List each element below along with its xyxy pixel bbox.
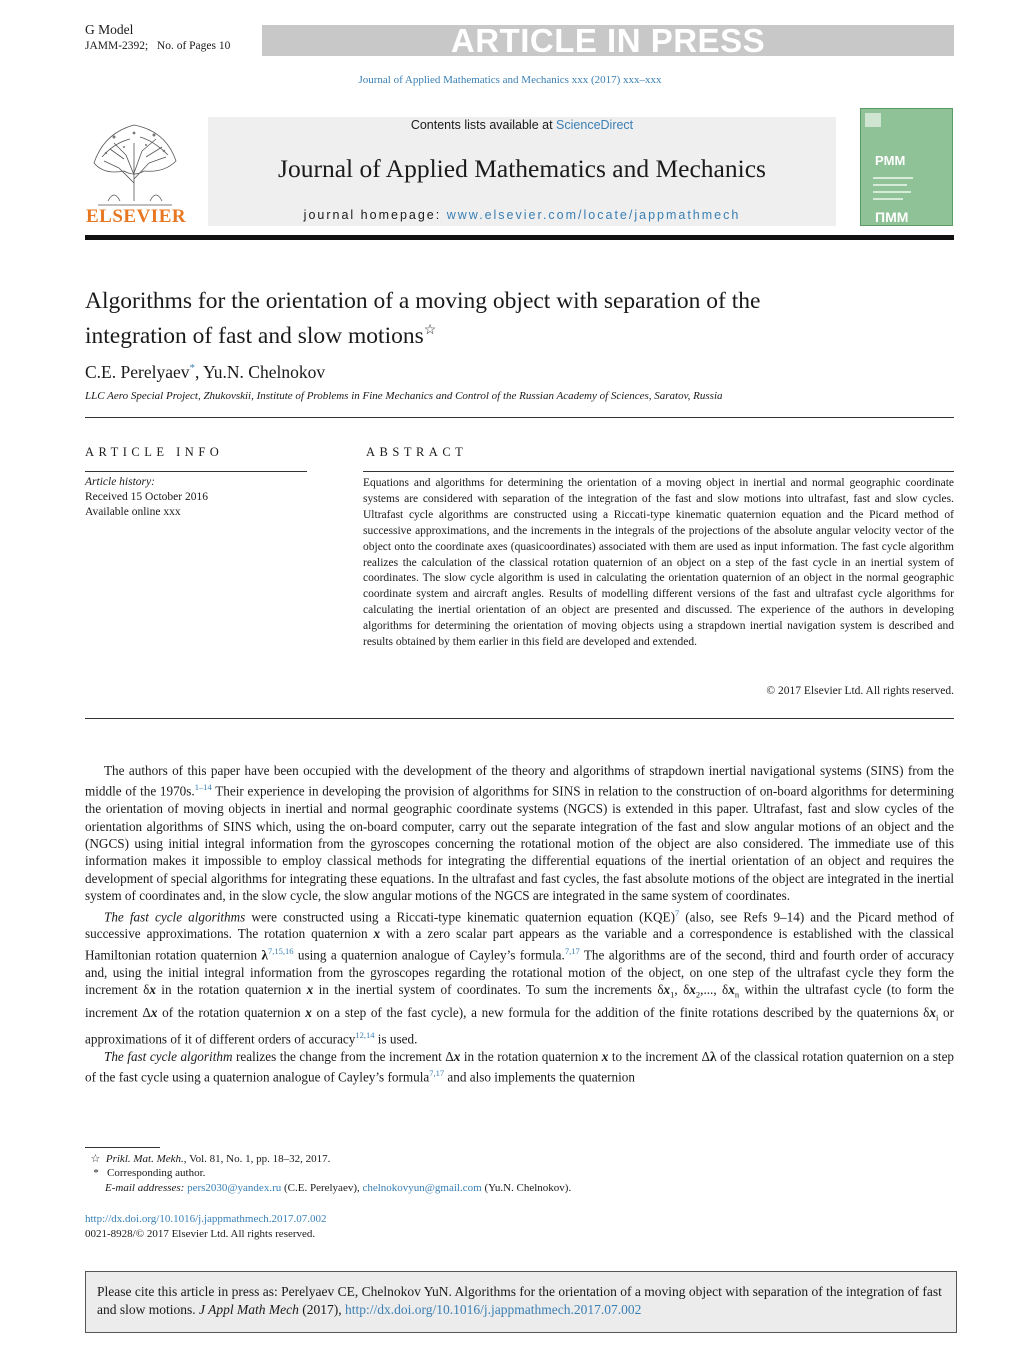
cite-box bbox=[85, 1271, 957, 1333]
email-link-chelnokov[interactable]: chelnokovyun@gmail.com bbox=[362, 1182, 482, 1194]
cite-year: (2017), bbox=[298, 1301, 345, 1317]
manuscript-id bbox=[85, 38, 230, 54]
journal-title: Journal of Applied Mathematics and Mechanics bbox=[278, 154, 766, 183]
received-date: Received 15 October 2016 bbox=[85, 491, 208, 503]
issn-line: 0021-8928/© 2017 Elsevier Ltd. All rights reserved. bbox=[85, 1227, 316, 1240]
math-symbol: x bbox=[663, 982, 671, 998]
journal-id: JAMM-2392; bbox=[85, 40, 149, 52]
text-run: in the rotation quaternion bbox=[460, 1048, 602, 1064]
citation-link[interactable]: 7 bbox=[674, 907, 680, 918]
text-run: on a step of the fast cycle), a new formula for the addition of the finite rotations described by the quaternions δ bbox=[311, 1005, 930, 1021]
text-run: (also, see Refs 9–14) and the Picard method of successive approximations. The rotation quaternion bbox=[85, 909, 955, 942]
math-symbol: λ bbox=[261, 947, 268, 963]
journal-abbrev: Prikl. Mat. Mekh. bbox=[105, 1153, 184, 1165]
cover-title: PMM bbox=[875, 153, 906, 168]
sciencedirect-link[interactable]: ScienceDirect bbox=[556, 118, 634, 132]
text-run: in the rotation quaternion bbox=[155, 982, 307, 998]
journal-masthead bbox=[208, 117, 836, 226]
text-run: within the ultrafast cycle (to form the increment Δ bbox=[85, 982, 955, 1021]
footnote-star: ☆ bbox=[90, 1153, 101, 1165]
text-run: or approximations of it of different orders of accuracy bbox=[85, 1005, 954, 1047]
cover-stripe bbox=[873, 198, 903, 200]
text-run: of the rotation quaternion bbox=[157, 1005, 306, 1021]
abstract-text: Equations and algorithms for determining the orientation of a moving object in inertial and normal geographic coordinate systems are considered with separation of the integration of the fast and slow motions into ultrafast, fast and slow cycles. Ultrafast cycle algorithms are constructed using a Riccati-type kinematic quaternion equation and the Picard method of successive approximations, and the increments in the integrals of the projections of the absolute angular velocity vector of the object onto the coordinate axes (quasicoordinates) associated with them are used as input information. The fast cycle algorithm realizes the calculation of the classical rotation quaternion of an object on a step of the fast cycle in an inertial system of coordinates. The slow cycle algorithm is used in calculating the orientation quaternion of an object in the normal geographic coordinate system and aircraft angles. Results of modelling different versions of the fast and ultrafast cycle algorithms for calculating the inertial orientation of an object are presented and discussed. The experience of the authors in developing algorithms for determining the orientation of moving objects using a strapdown inertial navigation system is described and results obtained by them earlier in this field are developed and extended. bbox=[363, 477, 954, 649]
text-run: with a zero scalar part appears as the variable and a correspondence is established with the classical Hamiltonian rotation quaternion bbox=[85, 926, 954, 963]
corresponding-text: Corresponding author. bbox=[107, 1167, 206, 1179]
article-history bbox=[85, 475, 208, 520]
citation-link[interactable]: 7,15,16 bbox=[268, 945, 294, 956]
math-symbol: x bbox=[306, 982, 314, 998]
subscript: n bbox=[734, 989, 740, 1000]
math-symbol: x bbox=[373, 926, 381, 942]
citation-link[interactable]: 7,17 bbox=[429, 1068, 445, 1079]
email-link-perelyaev[interactable]: pers2030@yandex.ru bbox=[187, 1182, 282, 1194]
cite-journal: J Appl Math Mech bbox=[199, 1301, 299, 1317]
subscript: 1 bbox=[670, 989, 675, 1000]
title-footnote-mark[interactable]: ☆ bbox=[423, 323, 437, 338]
math-symbol: λ bbox=[709, 1048, 717, 1064]
math-symbol: x bbox=[150, 1005, 158, 1021]
math-symbol: x bbox=[728, 982, 735, 998]
cite-doi-link[interactable]: http://dx.doi.org/10.1016/j.jappmathmech.2017.07.002 bbox=[345, 1301, 642, 1317]
math-symbol: x bbox=[305, 1005, 312, 1021]
text-run: and also implements the quaternion bbox=[444, 1069, 635, 1085]
footnote-asterisk: * bbox=[93, 1167, 99, 1179]
page-count: No. of Pages 10 bbox=[156, 40, 231, 52]
corresponding-author-mark[interactable]: * bbox=[189, 362, 195, 374]
cover-stripe bbox=[873, 184, 907, 186]
divider bbox=[363, 471, 954, 472]
cite-text: Please cite this article in press as: Perelyaev CE, Chelnokov YuN. Algorithms for the orientation of a moving object with separation of the integration of fast and slow motions. bbox=[97, 1284, 942, 1317]
contents-prefix: Contents lists available at bbox=[410, 118, 553, 132]
journal-cover-thumbnail bbox=[860, 108, 953, 226]
homepage-link[interactable]: www.elsevier.com/locate/jappmathmech bbox=[446, 208, 741, 222]
math-symbol: x bbox=[601, 1048, 609, 1064]
text-run: , δ bbox=[674, 982, 690, 998]
elsevier-wordmark: ELSEVIER bbox=[86, 206, 187, 227]
divider bbox=[85, 471, 307, 472]
text-run: Their experience in developing the provision of algorithms for SINS in relation to the construction of on-board algorithms for determining the orientation of moving objects in inertial and normal geographic coordinate systems (NGCS) is extended in this paper. Ultrafast, fast and slow cycles of the orientation algorithms of SINS which, using the on-board computer, carry out the separate integration of the fast and slow angular motions of an object and the (NGCS) using initial integral information from the gyroscopes concerning the rotational motion of the object are also considered. The immediate use of this information makes it impossible to employ classical methods for integrating the differential equations of the inertial orientation of an object and requires the development of special algorithms for integrating these equations. In the ultrafast and fast cycles, the fast absolute motions of the object are integrated in the inertial system of coordinates and, in the slow cycle, the slow angular motions of the NGCS are integrated in the same system of coordinates. bbox=[85, 783, 954, 904]
divider bbox=[85, 417, 954, 418]
text-run: were constructed using a Riccati-type kinematic quaternion equation (KQE) bbox=[245, 909, 675, 925]
footnote-rule bbox=[85, 1147, 160, 1148]
article-body bbox=[85, 762, 954, 1086]
body-paragraph bbox=[85, 762, 954, 905]
author-perelyaev[interactable]: C.E. Perelyaev bbox=[85, 361, 190, 382]
subscript: 2 bbox=[695, 989, 701, 1000]
email-owner: (C.E. Perelyaev), bbox=[281, 1182, 363, 1194]
body-paragraph bbox=[85, 905, 954, 1048]
homepage-line bbox=[208, 208, 836, 222]
math-symbol: x bbox=[453, 1048, 461, 1064]
footnote-corresponding bbox=[85, 1166, 205, 1181]
contents-line bbox=[208, 117, 836, 133]
text-run: realizes the change from the increment Δ bbox=[232, 1048, 454, 1064]
text-run: using a quaternion analogue of Cayley’s formula. bbox=[293, 947, 565, 963]
emphasis: The fast cycle algorithms bbox=[104, 909, 246, 925]
cover-title-cyrillic: ПММ bbox=[875, 209, 909, 225]
cover-stripe bbox=[873, 177, 913, 179]
header-info bbox=[85, 22, 230, 54]
divider bbox=[85, 718, 954, 719]
abstract-heading: ABSTRACT bbox=[366, 445, 468, 459]
citation-link[interactable]: 7,17 bbox=[564, 945, 580, 956]
text-run: is used. bbox=[374, 1031, 418, 1047]
article-in-press-banner: ARTICLE IN PRESS bbox=[450, 22, 766, 59]
article-info-heading: ARTICLE INFO bbox=[85, 445, 224, 459]
email-label: E-mail addresses: bbox=[105, 1182, 185, 1194]
homepage-label: journal homepage: bbox=[303, 208, 442, 222]
citation-link[interactable]: 1–14 bbox=[194, 782, 212, 793]
body-paragraph bbox=[85, 1048, 954, 1086]
subscript: i bbox=[935, 1012, 939, 1023]
math-symbol: x bbox=[929, 1005, 936, 1021]
gmodel-label: G Model bbox=[85, 22, 134, 37]
email-owner: (Yu.N. Chelnokov). bbox=[481, 1182, 572, 1194]
affiliation: LLC Aero Special Project, Zhukovskii, Institute of Problems in Fine Mechanics and Control of the Russian Academy of Sciences, Saratov, Russia bbox=[85, 390, 723, 402]
footnote-emails bbox=[105, 1181, 571, 1196]
footnote-title bbox=[85, 1152, 330, 1167]
text-run: to the increment Δ bbox=[608, 1048, 710, 1064]
emphasis: The fast cycle algorithm bbox=[104, 1048, 233, 1064]
history-label: Article history: bbox=[85, 476, 155, 488]
masthead-rule bbox=[85, 235, 954, 240]
cover-stripe bbox=[873, 191, 911, 193]
journal-ref: , Vol. 81, No. 1, pp. 18–32, 2017. bbox=[183, 1153, 331, 1165]
text-run: of the classical rotation quaternion on a step of the fast cycle using a quaternion analogue of Cayley’s formula bbox=[85, 1048, 955, 1085]
online-date: Available online xxx bbox=[85, 506, 181, 518]
author-list bbox=[85, 357, 325, 383]
text-run: ,..., δ bbox=[700, 982, 729, 998]
running-title[interactable]: Journal of Applied Mathematics and Mechanics xxx (2017) xxx–xxx bbox=[358, 74, 662, 86]
cover-emblem bbox=[865, 113, 881, 127]
text-run: The algorithms are of the second, third and fourth order of accuracy and, using the initial integral information from the gyroscopes regarding the rotational motion of the object, on one step of the ultrafast cycle they form the increment δ bbox=[85, 947, 954, 998]
abstract-copyright: © 2017 Elsevier Ltd. All rights reserved. bbox=[766, 685, 954, 697]
doi-block bbox=[85, 1212, 326, 1241]
doi-link[interactable]: http://dx.doi.org/10.1016/j.jappmathmech.2017.07.002 bbox=[85, 1213, 327, 1225]
article-title bbox=[85, 287, 845, 351]
math-symbol: x bbox=[149, 982, 156, 998]
text-run: in the inertial system of coordinates. To sum the increments δ bbox=[313, 982, 664, 998]
text-run: The authors of this paper have been occupied with the development of the theory and algorithms of strapdown inertial navigational systems (SINS) from the middle of the 1970s. bbox=[85, 763, 954, 799]
article-title-text: Algorithms for the orientation of a moving object with separation of the integration of fast and slow motions bbox=[85, 288, 761, 349]
citation-link[interactable]: 12,14 bbox=[355, 1030, 375, 1041]
author-chelnokov[interactable]: , Yu.N. Chelnokov bbox=[194, 361, 326, 382]
math-symbol: x bbox=[689, 982, 696, 998]
